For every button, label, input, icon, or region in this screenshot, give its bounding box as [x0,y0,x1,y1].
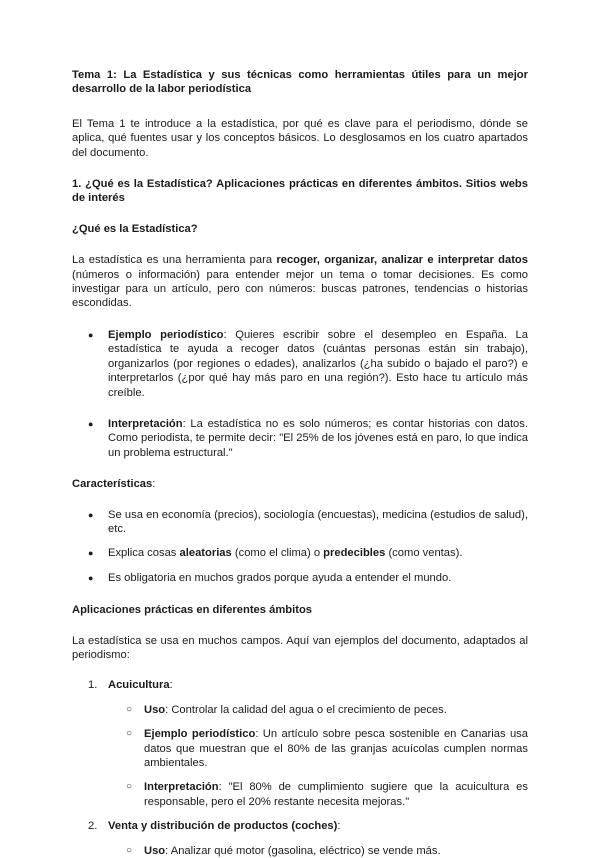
numbered-item: 2. Venta y distribución de productos (coches): [88,820,341,833]
aplicaciones-heading: Aplicaciones prácticas en diferentes ámbitos [72,604,312,617]
bullet-marker: ● [88,548,94,559]
bullet-item: ● Explica cosas aleatorias (como el clima) o predecibles (como ventas). [88,547,463,560]
list-number: 2. [88,820,98,833]
sub-bullet-marker: ○ [126,728,133,740]
sub-bullet-item: ○ Ejemplo periodístico: Un artículo sobre pesca sostenible en Canarias usa datos que muestran que el 80% de las granjas acuícolas cumplen normas ambientales. [126,728,528,769]
bullet-item: ● Es obligatoria en muchos grados porque ayuda a entender el mundo. [88,571,452,584]
sub-bullet-marker: ○ [126,844,133,856]
sub-bullet-item: ○ Interpretación: "El 80% de cumplimiento sugiere que la acuicultura es responsable, pero el 20% restante necesita mejoras." [126,781,528,808]
section-1-heading: 1. ¿Qué es la Estadística? Aplicaciones prácticas en diferentes ámbitos. Sitios webs de interés [72,178,528,205]
sub-bullet-marker: ○ [126,781,133,793]
bullet-marker: ● [88,329,94,340]
bullet-marker: ● [88,572,94,583]
bullet-item: ● Ejemplo periodístico: Quieres escribir sobre el desempleo en España. La estadística te ayuda a recoger datos (cuántas personas están sin trabajo), organizarlos (por regiones o edades), analizarlos (¿ha subido o bajado el paro?) e interpretarlos (¿por qué hay más paro en una región?). Esto hace tu artículo más creíble. [88,328,528,399]
intro-paragraph: El Tema 1 te introduce a la estadística, por qué es clave para el periodismo, dónde se aplica, qué fuentes usar y los conceptos básicos. Lo desglosamos en los cuatro apartados del documento. [72,117,528,159]
caracteristicas-heading: Características: [72,478,156,491]
bullet-item: ● Se usa en economía (precios), sociología (encuestas), medicina (estudios de salud), etc. [88,508,528,535]
que-es-heading: ¿Qué es la Estadística? [72,222,198,235]
sub-bullet-item: ○ Uso: Controlar la calidad del agua o el crecimiento de peces. [126,703,447,716]
document-title: Tema 1: La Estadística y sus técnicas como herramientas útiles para un mejor desarrollo de la labor periodística [72,69,528,96]
bullet-marker: ● [88,418,94,429]
sub-bullet-marker: ○ [126,703,133,715]
sub-bullet-item: ○ Uso: Analizar qué motor (gasolina, eléctrico) se vende más. [126,844,441,857]
bullet-item: ● Interpretación: La estadística no es solo números; es contar historias con datos. Como periodista, te permite decir: "El 25% de los jóvenes está en paro, lo que indica un problema estructural." [88,417,528,459]
definition-paragraph: La estadística es una herramienta para recoger, organizar, analizar e interpretar datos (números o información) para entender mejor un tema o tomar decisiones. Es como investigar para un artículo, pero con números: buscas patrones, tendencias o historias escondidas. [72,254,528,310]
aplicaciones-intro: La estadística se usa en muchos campos. Aquí van ejemplos del documento, adaptados al periodismo: [72,634,528,661]
numbered-item: 1. Acuicultura: [88,679,173,692]
list-number: 1. [88,679,98,692]
bullet-marker: ● [88,509,94,520]
